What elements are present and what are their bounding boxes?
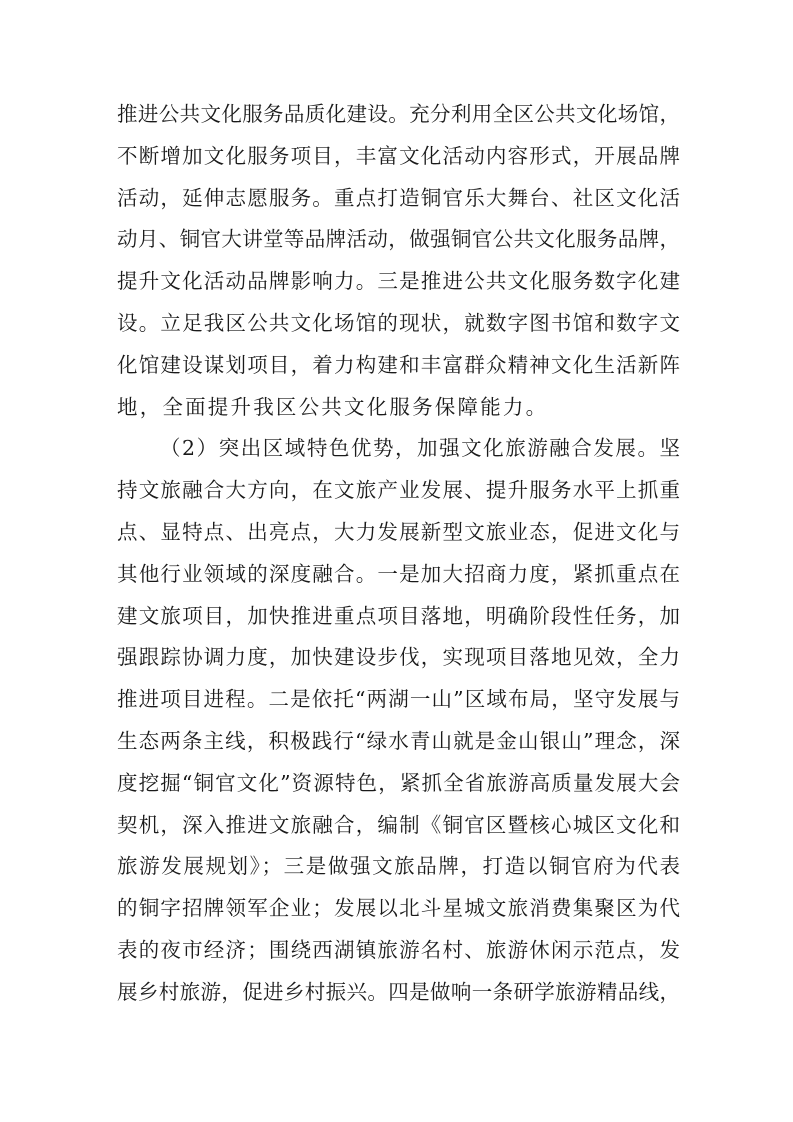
text-line: 持文旅融合大方向，在文旅产业发展、提升服务水平上抓重 xyxy=(117,478,680,503)
text-line: 旅游发展规划》；三是做强文旅品牌，打造以铜官府为代表 xyxy=(117,854,680,879)
text-line: 契机，深入推进文旅融合，编制《铜官区暨核心城区文化和 xyxy=(117,812,680,837)
text-line: 动月、铜官大讲堂等品牌活动，做强铜官公共文化服务品牌， xyxy=(117,227,680,252)
text-line: 推进项目进程。二是依托“两湖一山”区域布局，坚守发展与 xyxy=(117,687,680,712)
text-line: 的铜字招牌领军企业；发展以北斗星城文旅消费集聚区为代 xyxy=(117,896,680,921)
text-line: 不断增加文化服务项目，丰富文化活动内容形式，开展品牌 xyxy=(117,143,680,168)
text-line: 展乡村旅游，促进乡村振兴。四是做响一条研学旅游精品线， xyxy=(117,979,680,1004)
text-line: 推进公共文化服务品质化建设。充分利用全区公共文化场馆， xyxy=(117,102,680,126)
text-line: 其他行业领域的深度融合。一是加大招商力度，紧抓重点在 xyxy=(117,561,680,586)
text-line: 点、显特点、出亮点，大力发展新型文旅业态，促进文化与 xyxy=(117,520,680,544)
text-line: 度挖掘“铜官文化”资源特色，紧抓全省旅游高质量发展大会 xyxy=(117,770,680,795)
text-line: 地，全面提升我区公共文化服务保障能力。 xyxy=(117,394,549,419)
text-line: 活动，延伸志愿服务。重点打造铜官乐大舞台、社区文化活 xyxy=(117,185,680,210)
text-line: 强跟踪协调力度，加快建设步伐，实现项目落地见效，全力 xyxy=(117,645,680,670)
text-line: 化馆建设谋划项目，着力构建和丰富群众精神文化生活新阵 xyxy=(117,352,680,377)
text-line: 设。立足我区公共文化场馆的现状，就数字图书馆和数字文 xyxy=(117,311,680,335)
text-line: 生态两条主线，积极践行“绿水青山就是金山银山”理念，深 xyxy=(117,729,680,753)
text-line: （2）突出区域特色优势，加强文化旅游融合发展。坚 xyxy=(160,436,680,461)
text-line: 表的夜市经济；围绕西湖镇旅游名村、旅游休闲示范点，发 xyxy=(117,938,680,962)
text-line: 提升文化活动品牌影响力。三是推进公共文化服务数字化建 xyxy=(117,269,680,294)
text-line: 建文旅项目，加快推进重点项目落地，明确阶段性任务，加 xyxy=(117,603,680,628)
